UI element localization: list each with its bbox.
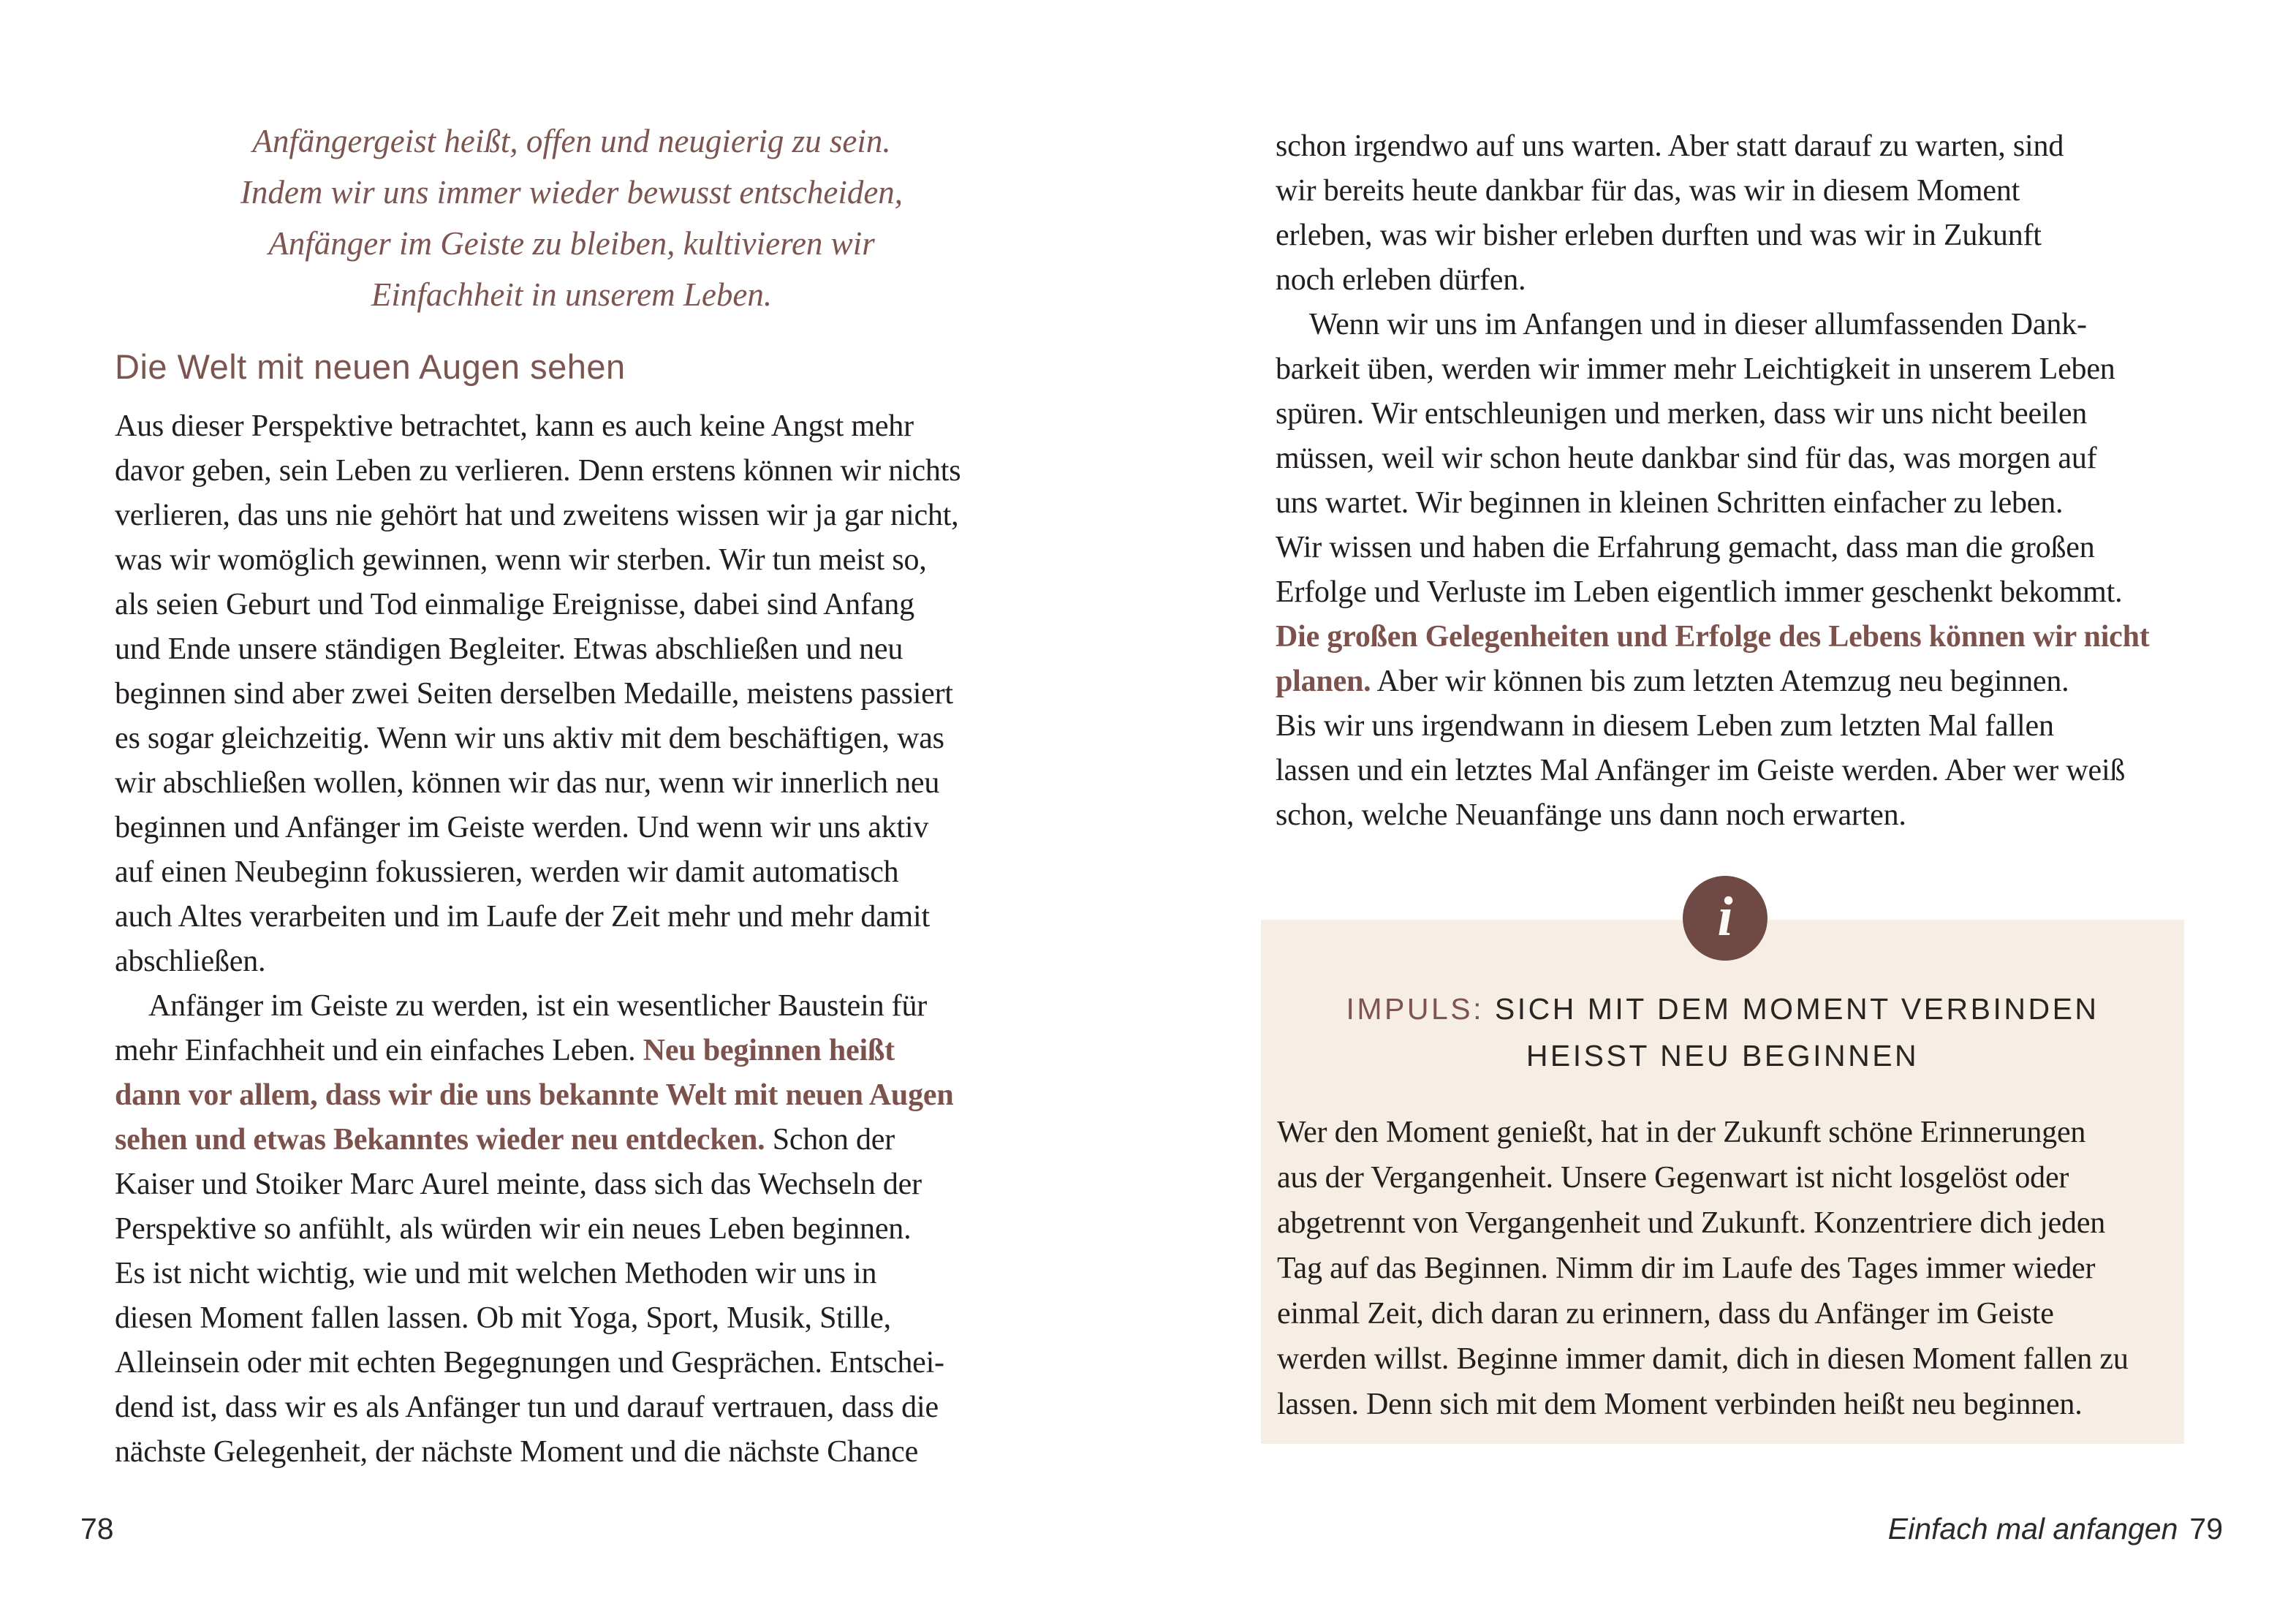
text-line	[115, 672, 1028, 716]
text-line	[1276, 213, 2189, 258]
left-page	[115, 0, 1028, 1475]
text-segment: Anfänger im Geiste zu werden, ist ein wesentlicher Baustein für	[148, 989, 928, 1023]
accent-text-segment: planen.	[1276, 665, 1371, 698]
text-segment: Tag auf das Beginnen. Nimm dir im Laufe des Tages immer wieder	[1277, 1252, 2096, 1285]
epigraph-line: Einfachheit in unserem Leben.	[371, 276, 773, 313]
text-line	[1276, 615, 2189, 659]
accent-text-segment: Die großen Gelegenheiten und Erfolge des Lebens können wir nicht	[1276, 620, 2150, 654]
accent-text-segment: IMPULS:	[1346, 992, 1484, 1026]
text-segment: abschließen.	[115, 945, 266, 978]
text-line	[1276, 258, 2189, 303]
text-line	[1276, 526, 2189, 570]
text-line	[115, 1207, 1028, 1252]
text-line	[115, 1341, 1028, 1385]
text-line	[115, 806, 1028, 850]
text-segment: was wir womöglich gewinnen, wenn wir sterben. Wir tun meist so,	[115, 543, 927, 577]
text-line	[115, 583, 1028, 627]
text-line	[115, 627, 1028, 672]
text-line	[115, 1430, 1028, 1475]
page-number-right: 79	[2189, 1512, 2223, 1546]
right-body-text	[1276, 0, 2189, 838]
text-line	[1276, 436, 2189, 481]
text-line	[115, 1296, 1028, 1341]
text-line	[115, 895, 1028, 939]
text-segment: lassen. Denn sich mit dem Moment verbinden heißt neu beginnen.	[1277, 1388, 2083, 1421]
text-segment: beginnen und Anfänger im Geiste werden. Und wenn wir uns aktiv	[115, 811, 929, 844]
text-line	[115, 1029, 1028, 1073]
epigraph	[115, 0, 1028, 320]
text-segment: wir bereits heute dankbar für das, was wir in diesem Moment	[1276, 174, 2020, 208]
text-segment: schon, welche Neuanfänge uns dann noch erwarten.	[1276, 798, 1906, 832]
info-icon-glyph: i	[1717, 886, 1733, 947]
text-line	[1277, 1246, 2184, 1291]
text-line	[115, 850, 1028, 895]
text-line	[1276, 392, 2189, 436]
text-segment: Es ist nicht wichtig, wie und mit welchen Methoden wir uns in	[115, 1257, 877, 1290]
text-line	[115, 1073, 1028, 1118]
text-line	[115, 493, 1028, 538]
text-segment: mehr Einfachheit und ein einfaches Leben.	[115, 1034, 643, 1067]
page-number-left: 78	[80, 1512, 114, 1546]
text-line	[1277, 1291, 2184, 1336]
epigraph-line: Anfängergeist heißt, offen und neugierig zu sein.	[252, 123, 891, 159]
text-line	[1276, 303, 2189, 347]
text-segment: Wenn wir uns im Anfangen und in dieser allumfassenden Dank-	[1309, 308, 2087, 341]
text-segment: werden willst. Beginne immer damit, dich in diesen Moment fallen zu	[1277, 1342, 2129, 1376]
text-line	[1277, 1200, 2184, 1246]
footer-right	[1888, 1512, 2223, 1546]
text-segment: spüren. Wir entschleunigen und merken, dass wir uns nicht beeilen	[1276, 397, 2088, 431]
info-icon	[1683, 876, 1768, 961]
text-line	[115, 984, 1028, 1029]
text-segment: diesen Moment fallen lassen. Ob mit Yoga, Sport, Musik, Stille,	[115, 1301, 891, 1335]
right-page	[1276, 0, 2189, 838]
accent-text-segment: sehen und etwas Bekanntes wieder neu entdecken.	[115, 1123, 765, 1157]
text-segment: noch erleben dürfen.	[1276, 263, 1526, 297]
text-segment: verlieren, das uns nie gehört hat und zweitens wissen wir ja gar nicht,	[115, 499, 959, 532]
text-line	[115, 538, 1028, 583]
text-line	[1276, 481, 2189, 526]
text-line	[1276, 704, 2189, 749]
text-segment: es sogar gleichzeitig. Wenn wir uns aktiv mit dem beschäftigen, was	[115, 722, 944, 755]
text-segment: SICH MIT DEM MOMENT VERBINDEN	[1484, 992, 2099, 1026]
text-line	[115, 449, 1028, 493]
section-heading: Die Welt mit neuen Augen sehen	[115, 347, 626, 386]
text-line	[1276, 793, 2189, 838]
text-segment: auch Altes verarbeiten und im Laufe der Zeit mehr und mehr damit	[115, 900, 930, 934]
text-line	[1276, 749, 2189, 793]
left-body-text	[115, 404, 1028, 1475]
text-segment: als seien Geburt und Tod einmalige Ereignisse, dabei sind Anfang	[115, 588, 914, 621]
text-line	[115, 1162, 1028, 1207]
text-segment: lassen und ein letztes Mal Anfänger im Geiste werden. Aber wer weiß	[1276, 754, 2126, 787]
impuls-body-text	[1261, 1110, 2184, 1427]
text-segment: davor geben, sein Leben zu verlieren. Denn erstens können wir nichts	[115, 454, 961, 488]
accent-text-segment: Neu beginnen heißt	[643, 1034, 895, 1067]
text-line	[115, 716, 1028, 761]
text-segment: Alleinsein oder mit echten Begegnungen und Gesprächen. Entschei-	[115, 1346, 944, 1380]
text-line	[1276, 169, 2189, 213]
text-segment: Aus dieser Perspektive betrachtet, kann es auch keine Angst mehr	[115, 409, 914, 443]
accent-text-segment: dann vor allem, dass wir die uns bekannte Welt mit neuen Augen	[115, 1078, 954, 1112]
text-segment: beginnen sind aber zwei Seiten derselben Medaille, meistens passiert	[115, 677, 953, 711]
text-segment: Wer den Moment genießt, hat in der Zukunft schöne Erinnerungen	[1277, 1116, 2086, 1149]
text-line	[1277, 1382, 2184, 1427]
epigraph-line: Indem wir uns immer wieder bewusst entscheiden,	[240, 174, 903, 211]
text-segment: Schon der	[765, 1123, 895, 1157]
text-line	[115, 1252, 1028, 1296]
text-line	[1261, 985, 2184, 1032]
text-line	[115, 939, 1028, 984]
text-line	[1276, 347, 2189, 392]
text-line	[1277, 1155, 2184, 1200]
text-segment: Wir wissen und haben die Erfahrung gemacht, dass man die großen	[1276, 531, 2095, 564]
text-segment: barkeit üben, werden wir immer mehr Leichtigkeit in unserem Leben	[1276, 352, 2115, 386]
text-segment: schon irgendwo auf uns warten. Aber statt darauf zu warten, sind	[1276, 129, 2064, 163]
text-line	[1261, 1032, 2184, 1079]
text-line	[1276, 570, 2189, 615]
text-segment: aus der Vergangenheit. Unsere Gegenwart ist nicht losgelöst oder	[1277, 1161, 2069, 1195]
text-segment: Bis wir uns irgendwann in diesem Leben zum letzten Mal fallen	[1276, 709, 2054, 743]
text-line	[115, 1118, 1028, 1162]
text-segment: uns wartet. Wir beginnen in kleinen Schritten einfacher zu leben.	[1276, 486, 2064, 520]
text-line	[115, 1385, 1028, 1430]
text-segment: auf einen Neubeginn fokussieren, werden wir damit automatisch	[115, 855, 899, 889]
text-segment: einmal Zeit, dich daran zu erinnern, dass du Anfänger im Geiste	[1277, 1297, 2054, 1331]
footer-chapter-title: Einfach mal anfangen	[1887, 1512, 2178, 1546]
epigraph-line: Anfänger im Geiste zu bleiben, kultivieren wir	[268, 225, 875, 262]
text-segment: nächste Gelegenheit, der nächste Moment und die nächste Chance	[115, 1435, 919, 1469]
text-segment: und Ende unsere ständigen Begleiter. Etwas abschließen und neu	[115, 632, 903, 666]
text-segment: Aber wir können bis zum letzten Atemzug neu beginnen.	[1371, 665, 2069, 698]
text-segment: Erfolge und Verluste im Leben eigentlich immer geschenkt bekommt.	[1276, 575, 2123, 609]
text-line	[1276, 124, 2189, 169]
text-segment: Kaiser und Stoiker Marc Aurel meinte, dass sich das Wechseln der	[115, 1168, 922, 1201]
text-segment: Perspektive so anfühlt, als würden wir ein neues Leben beginnen.	[115, 1212, 912, 1246]
text-line	[115, 404, 1028, 449]
text-segment: HEISST NEU BEGINNEN	[1526, 1039, 1920, 1072]
text-segment: erleben, was wir bisher erleben durften und was wir in Zukunft	[1276, 219, 2042, 252]
text-line	[115, 761, 1028, 806]
text-line	[1277, 1110, 2184, 1155]
impuls-box	[1261, 920, 2184, 1444]
text-segment: müssen, weil wir schon heute dankbar sind für das, was morgen auf	[1276, 442, 2097, 475]
text-line	[1276, 659, 2189, 704]
text-segment: wir abschließen wollen, können wir das nur, wenn wir innerlich neu	[115, 766, 940, 800]
text-line	[1277, 1336, 2184, 1382]
impuls-heading	[1261, 985, 2184, 1079]
text-segment: dend ist, dass wir es als Anfänger tun und darauf vertrauen, dass die	[115, 1391, 939, 1424]
text-segment: abgetrennt von Vergangenheit und Zukunft. Konzentriere dich jeden	[1277, 1206, 2106, 1240]
